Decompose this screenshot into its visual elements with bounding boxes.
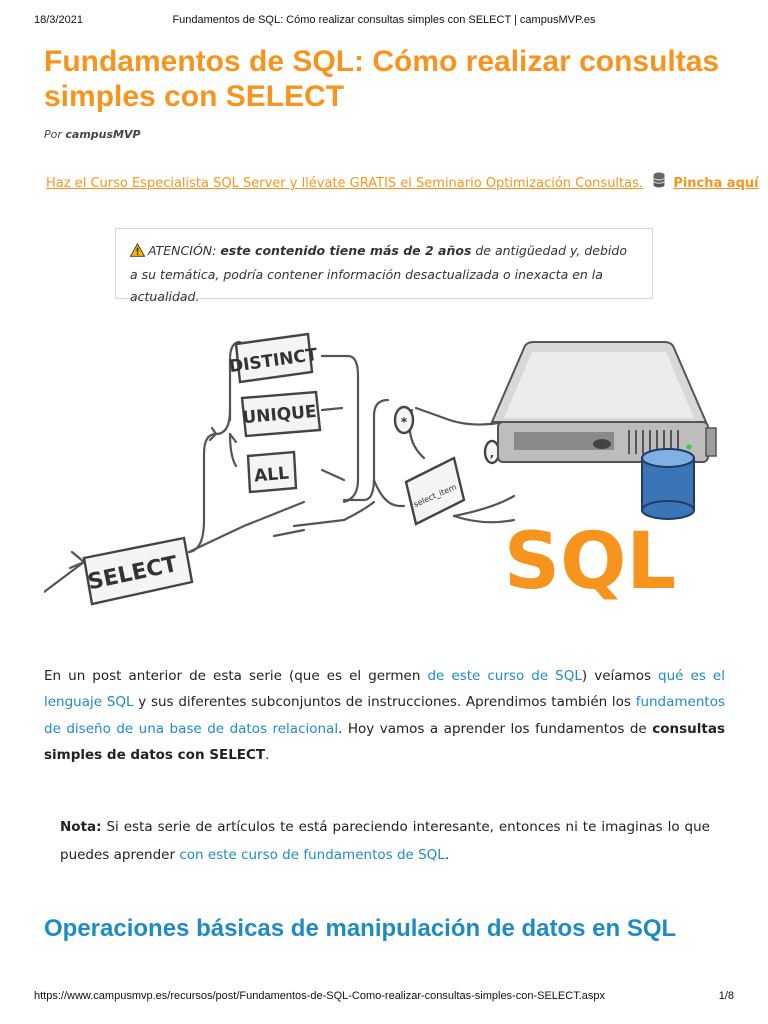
article-title: Fundamentos de SQL: Cómo realizar consultas simples con SELECT — [44, 45, 720, 113]
note-label: Nota: — [60, 818, 102, 835]
diagram-label-all: ALL — [253, 463, 290, 487]
intro-text-1: En un post anterior de esta serie (que es el germen — [44, 667, 428, 684]
print-date: 18/3/2021 — [34, 14, 83, 26]
diagram-label-select-item: select_item — [412, 482, 458, 510]
sql-logo-text: SQL — [503, 517, 677, 607]
intro-text-5: . — [265, 747, 270, 763]
promo-link[interactable]: Haz el Curso Especialista SQL Server y llévate GRATIS el Seminario Optimización Consultas. — [46, 176, 644, 191]
warning-box — [115, 228, 653, 304]
link-curso-sql[interactable]: de este curso de SQL — [427, 667, 582, 684]
diagram-label-select: SELECT — [85, 551, 180, 596]
intro-text-3: y sus diferentes subconjuntos de instrucciones. Aprendimos también los — [133, 694, 636, 710]
print-header — [34, 14, 734, 30]
byline — [44, 128, 141, 141]
warning-icon — [130, 242, 145, 264]
link-curso-fundamentos[interactable]: con este curso de fundamentos de SQL — [179, 846, 445, 863]
database-cylinder-icon — [642, 449, 694, 519]
warning-emphasis: este contenido tiene más de 2 años — [220, 243, 472, 258]
section-heading: Operaciones básicas de manipulación de datos en SQL — [44, 915, 677, 942]
sql-select-diagram — [44, 330, 734, 620]
link-fundamentos-diseno[interactable]: fundamentos de diseño de una base de datos relacional — [44, 694, 725, 737]
hero-image — [44, 330, 734, 620]
pincha-aqui-link[interactable]: Pincha aquí — [673, 176, 759, 191]
print-page-title: Fundamentos de SQL: Cómo realizar consultas simples con SELECT | campusMVP.es — [172, 14, 596, 26]
server-icon — [489, 342, 716, 462]
note-paragraph — [60, 813, 710, 869]
byline-prefix: Por — [44, 128, 62, 141]
warning-text: de antigüedad y, debido a su temática, podría contener información desactualizada o inexacta en la actualidad. — [130, 243, 627, 304]
note-text: Si esta serie de artículos te está pareciendo interesante, entonces ni te imaginas lo que puedes aprender — [60, 818, 710, 863]
intro-text-4: . Hoy vamos a aprender los fundamentos de — [338, 720, 653, 737]
warning-label: ATENCIÓN: — [148, 243, 217, 258]
author-name: campusMVP — [65, 128, 141, 141]
database-icon — [653, 172, 665, 192]
promo-banner — [46, 172, 759, 192]
print-url: https://www.campusmvp.es/recursos/post/Fundamentos-de-SQL-Como-realizar-consultas-simples-con-SELECT.aspx — [34, 990, 605, 1002]
link-que-es-sql[interactable]: qué es el lenguaje SQL — [44, 667, 725, 710]
diagram-label-star: * — [400, 415, 408, 429]
diagram-label-distinct: DISTINCT — [227, 344, 319, 378]
diagram-label-comma: , — [489, 447, 495, 460]
note-end: . — [444, 846, 450, 863]
print-footer — [34, 990, 734, 1006]
page-number: 1/8 — [718, 990, 734, 1002]
diagram-label-unique: UNIQUE — [241, 401, 318, 429]
intro-text-2: ) veíamos — [581, 667, 659, 684]
intro-emphasis: consultas simples de datos con SELECT — [44, 720, 725, 763]
intro-paragraph — [44, 663, 725, 769]
